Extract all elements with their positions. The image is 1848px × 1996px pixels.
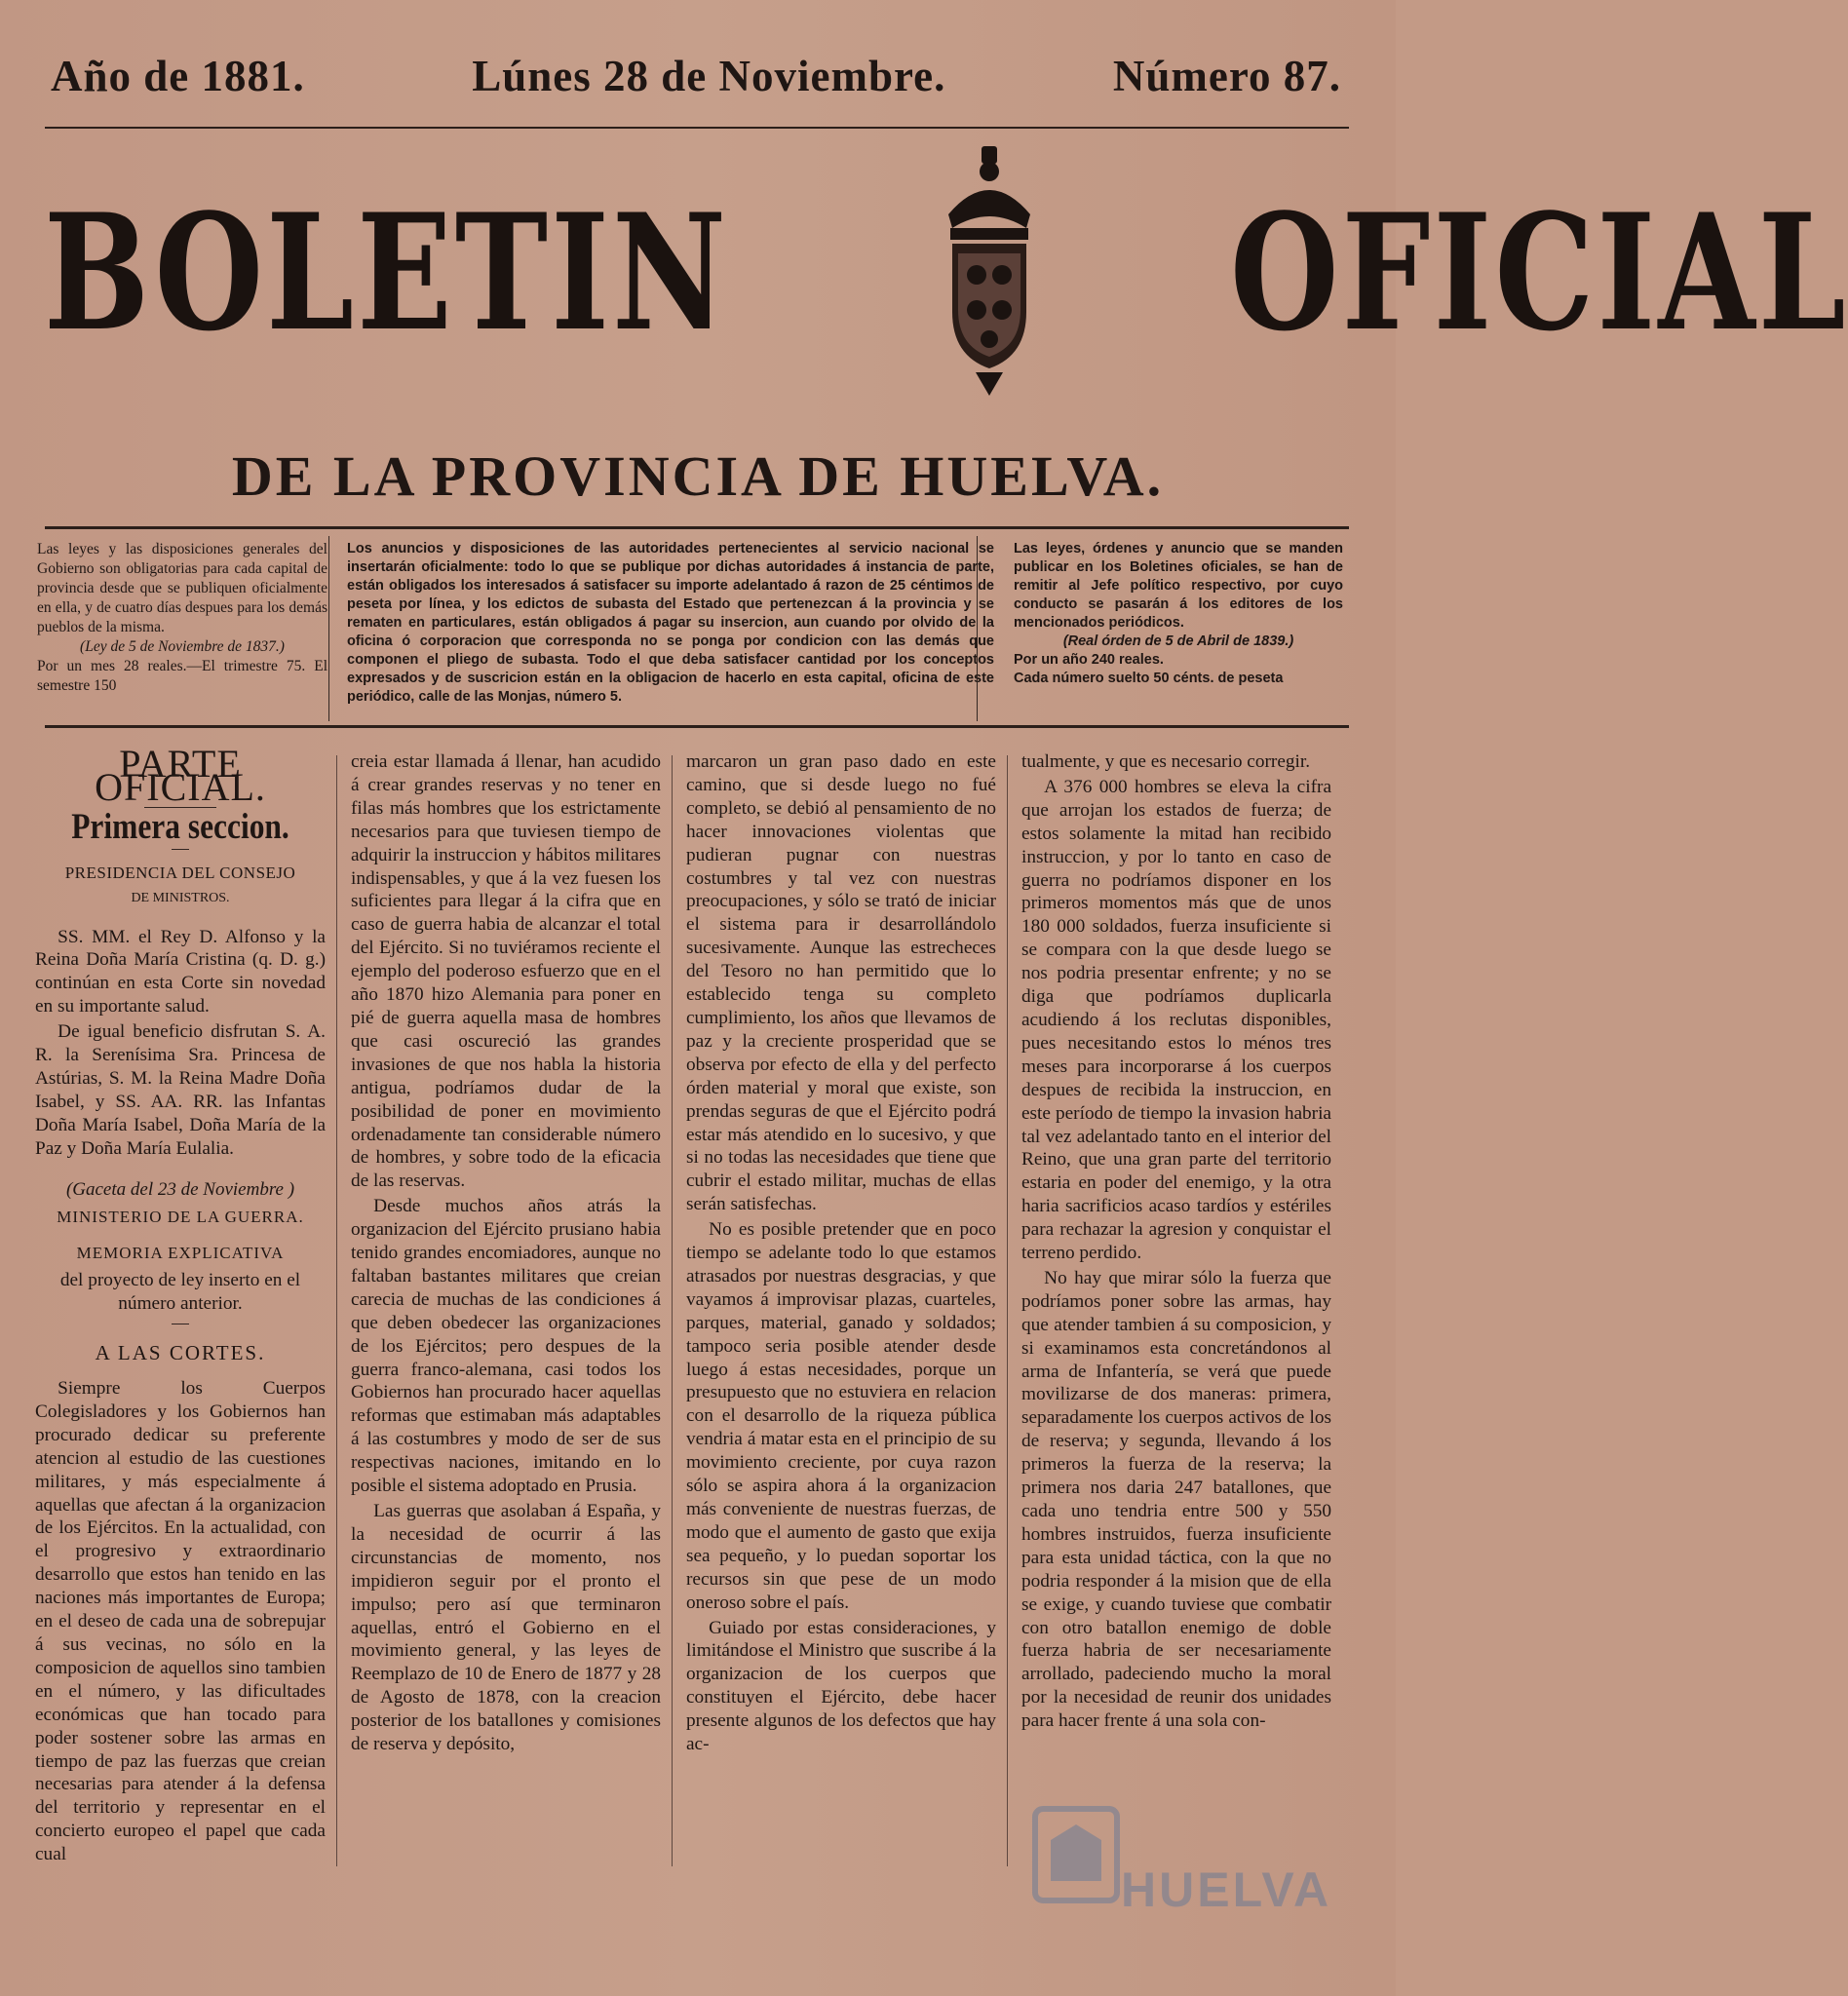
header-rule (45, 127, 1349, 129)
column-1 (35, 742, 326, 1871)
notice-divider-right (977, 536, 978, 721)
notice-right-price-single: Cada número suelto 50 cénts. de peseta (1014, 671, 1284, 686)
column1-paragraph-3: Siempre los Cuerpos Colegisladores y los Gobiernos han procurado dedicar su preferente atencion al estudio de las cuestiones militares, y más especialmente á aquellas que afectan á la organizacion de los Ejércitos. En la actualidad, con el progresivo y extraordinario desarrollo que estos han tenido en las naciones más importantes de Europa; en el deseo de cada una de sobrepujar á sus vecinas, no sólo en la composicion de aquellos sino tambien en el número, y las dificultades económicas que han tocado para poder sostener sobre las armas en tiempo de paz las fuerzas que creian necesarias para atender á la defensa del territorio y representar en el concierto europeo el papel que cada cual (35, 1378, 326, 1865)
article-columns (35, 742, 1359, 1871)
masthead-boletin: BOLETIN (44, 178, 730, 366)
column4-paragraph-1: tualmente, y que es necesario corregir. (1021, 751, 1311, 772)
ministerio-heading: MINISTERIO DE LA GUERRA. (57, 1207, 304, 1226)
notice-divider-left (328, 536, 329, 721)
issue-header (51, 47, 1341, 105)
issue-date: Lúnes 28 de Noviembre. (472, 52, 946, 100)
column-4 (1021, 750, 1331, 1871)
notice-center (347, 540, 994, 707)
notice-top-rule (45, 526, 1349, 529)
column-2 (351, 750, 661, 1871)
column3-paragraph-2: No es posible pretender que en poco tiempo se adelante todo lo que estamos atrasados por nuestras desgracias, y que vayamos á improvisar plazas, cuarteles, parques, material, ganado y soldados; tampoco seria posible atender desde luego á estas necesidades, porque un presupuesto que no estuviera en relacion con el desarrollo de la riqueza pública vendria á matar esta en el principio de su movimiento creciente, por cuya razon sólo se aspira ahora á la organizacion más conveniente de nuestras fuerzas, de modo que el aumento de gasto que exija sea pequeño, y lo puedan soportar los recursos sin que pese de un modo oneroso sobre el país. (686, 1219, 996, 1613)
memoria-heading: MEMORIA EXPLICATIVA (76, 1244, 285, 1263)
notice-right-text: Las leyes, órdenes y anuncio que se manden publicar en los Boletines oficiales, se han de remitir al Jefe político respectivo, por cuyo conducto se pasarán á los editores de los mencionados periódicos. (1014, 541, 1343, 631)
column3-paragraph-1: marcaron un gran paso dado en este camino, que si desde luego no fué completo, se debió al pensamiento de no hacer innovaciones violentas que pudieran pugnar con nuestras costumbres y tal vez con nuestras preocupaciones, y sólo se trató de iniciar el sistema para ir desarrollándolo sucesivamente. Aunque las estrecheces del Tesoro no han permitido que lo establecido tenga su completo cumplimiento, los años que llevamos de paz y la creciente prosperidad que se observa por efecto de ella y del perfecto órden material y moral que existe, son prendas seguras de que el Ejército podrá estar más atendido en lo sucesivo, y que si no todas las necesidades que tiene que cubrir el estado militar, muchas de ellas serán satisfechas. (686, 751, 996, 1215)
column2-paragraph-2: Desde muchos años atrás la organizacion del Ejército prusiano habia tenido grandes encomiadores, aunque no faltaban bastantes militares que creian carecia de muchas de las condiciones á que deben obedecer las organizaciones de los Ejércitos; pero despues de la guerra franco-alemana, casi todos los Gobiernos han procurado hacer aquellas reformas que estimaban más adaptables á las costumbres y modo de ser de sus respectivas naciones, imitando en lo posible el sistema adoptado en Prusia. (351, 1196, 661, 1497)
cortes-heading: A LAS CORTES. (95, 1341, 266, 1365)
parte-oficial-heading: PARTE OFICIAL. (95, 742, 266, 809)
notice-bottom-rule (45, 725, 1349, 728)
column2-paragraph-3: Las guerras que asolaban á España, y la necesidad de ocurrir á las circunstancias de momento, nos impidieron seguir por el pronto el impulso; pero así que terminaron aquellas, entró el Gobierno en el movimiento general, y las leyes de Reemplazo de 10 de Enero de 1877 y 28 de Agosto de 1878, con la creacion posterior de los batallones y comisiones de reserva y depósito, (351, 1501, 661, 1755)
royal-health-paragraph: SS. MM. el Rey D. Alfonso y la Reina Doña María Cristina (q. D. g.) continúan en esta Corte sin novedad en su importante salud. (35, 926, 326, 1017)
royal-crest-icon (931, 146, 1048, 400)
column-3 (686, 750, 996, 1871)
archive-stamp-text: HUELVA (1121, 1862, 1332, 1917)
royal-family-paragraph: De igual beneficio disfrutan S. A. R. la Serenísima Sra. Princesa de Astúrias, S. M. la Reina Madre Doña Isabel, y SS. AA. RR. las Infantas Doña María Isabel, Doña María de la Paz y Doña María Eulalia. (35, 1021, 326, 1159)
notice-right-price-year: Por un año 240 reales. (1014, 652, 1164, 668)
issue-year: Año de 1881. (51, 52, 305, 100)
notice-left-price: Por un mes 28 reales.—El trimestre 75. El semestre 150 (37, 658, 327, 694)
notice-right (1014, 540, 1343, 707)
masthead-subtitle: DE LA PROVINCIA DE HUELVA. (231, 444, 1165, 508)
notice-right-order: (Real órden de 5 de Abril de 1839.) (1062, 633, 1294, 649)
masthead (44, 178, 1848, 366)
column2-paragraph-1: creia estar llamada á llenar, han acudido á crear grandes reservas y no tener en filas más hombres que los estrictamente necesarios para que tuviesen tiempo de adquirir la instruccion y hábitos militares indispensables, y que á la vez fuesen los suficientes para llegar á la cifra que en caso de guerra habia de alcanzar el total del Ejército. Si no tuviéramos reciente el ejemplo del poderoso esfuerzo que en el año 1870 hizo Alemania para poner en pié de guerra aquella masa de hombres que casi oscureció las grandes invasiones de que nos habla la historia antigua, podríamos dudar de la posibilidad de poner en movimiento ordenadamente tan considerable número de hombres, y sobre todo de la eficacia de las reservas. (351, 751, 661, 1192)
notice-center-text: Los anuncios y disposiciones de las autoridades pertenecientes al servicio nacional se insertarán oficialmente: todo lo que se publique por dichas autoridades á instancia de parte, están obligados los interesados á satisfacer su importe adelantado á razon de 25 céntimos de peseta por línea, y los edictos de subasta del Estado que pertenezcan á la provincia y se rematen en particulares, están obligados á pagar su insercion, aun cuando por olvido de la oficina ó corporacion que corresponda no se ponga por condicion con las demás que componen el pliego de subasta. Todo el que deba satisfacer cantidad por los conceptos expresados y de suscricion están en la obligacion de hacerlo en esta capital, oficina de este periódico, calle de las Monjas, número 5. (347, 541, 994, 705)
masthead-oficial: OFICIAL (1229, 178, 1848, 366)
separator (172, 849, 189, 850)
notice-left (37, 540, 327, 707)
issue-number: Número 87. (1112, 52, 1341, 100)
gazette-reference: (Gaceta del 23 de Noviembre ) (65, 1178, 295, 1200)
primera-seccion-heading: Primera seccion. (71, 806, 289, 847)
column3-paragraph-3: Guiado por estas consideraciones, y limitándose el Ministro que suscribe á la organizacion de los cuerpos que constituyen el Ejército, debe hacer presente algunos de los defectos que hay ac- (686, 1617, 996, 1755)
column4-paragraph-2: A 376 000 hombres se eleva la cifra que arrojan los estados de fuerza; de estos solamente la mitad han recibido instruccion, y por lo tanto en caso de guerra no podríamos disponer en los primeros momentos más que de unos 180 000 soldados, fuerza insuficiente si se compara con la que desde luego se nos podria presentar enfrente; y no se diga que podríamos duplicarla acudiendo á los reclutas disponibles, pues necesitando estos lo ménos tres meses para incorporarse á los cuerpos despues de recibida la instruccion, en este período de tiempo la invasion habria tal vez adelantado tanto en el interior del Reino, que una gran parte del territorio estaria en poder del enemigo, y la otra haria sacrificios acaso tardíos y estériles para rechazar la agresion y conquistar el terreno perdido. (1021, 776, 1331, 1264)
presidencia-heading: PRESIDENCIA DEL CONSEJO (64, 863, 296, 882)
notice-left-law: (Ley de 5 de Noviembre de 1837.) (80, 638, 285, 655)
notice-left-text: Las leyes y las disposiciones generales del Gobierno son obligatorias para cada capital de provincia desde que se publiquen oficialmente en ella, y de cuatro días despues para los demás pueblos de la misma. (37, 541, 327, 635)
subscription-notices (37, 540, 1347, 704)
proyecto-subheading: del proyecto de ley inserto en el número anterior. (59, 1270, 301, 1315)
ministros-heading: DE MINISTROS. (131, 890, 230, 905)
column4-paragraph-3: No hay que mirar sólo la fuerza que podríamos poner sobre las armas, hay que atender tambien á su composicion, y si examinamos esta concretándonos al arma de Infantería, se verá que puede movilizarse de dos maneras: primera, separadamente los cuerpos activos de los de reserva; y segunda, llevando á los primeros la fuerza de la reserva; la primera nos daria 247 batallones, que cada uno tendria entre 500 y 550 hombres instruidos, fuerza insuficiente para esta unidad táctica, con la que no podria responder á la mision que de ella se exige, y cuando tuviese que combatir con otro batallon enemigo de doble fuerza habria de ser necesariamente arrollado, padeciendo mucho la moral por la necesidad de reunir dos unidades para hacer frente á una sola con- (1021, 1267, 1331, 1732)
